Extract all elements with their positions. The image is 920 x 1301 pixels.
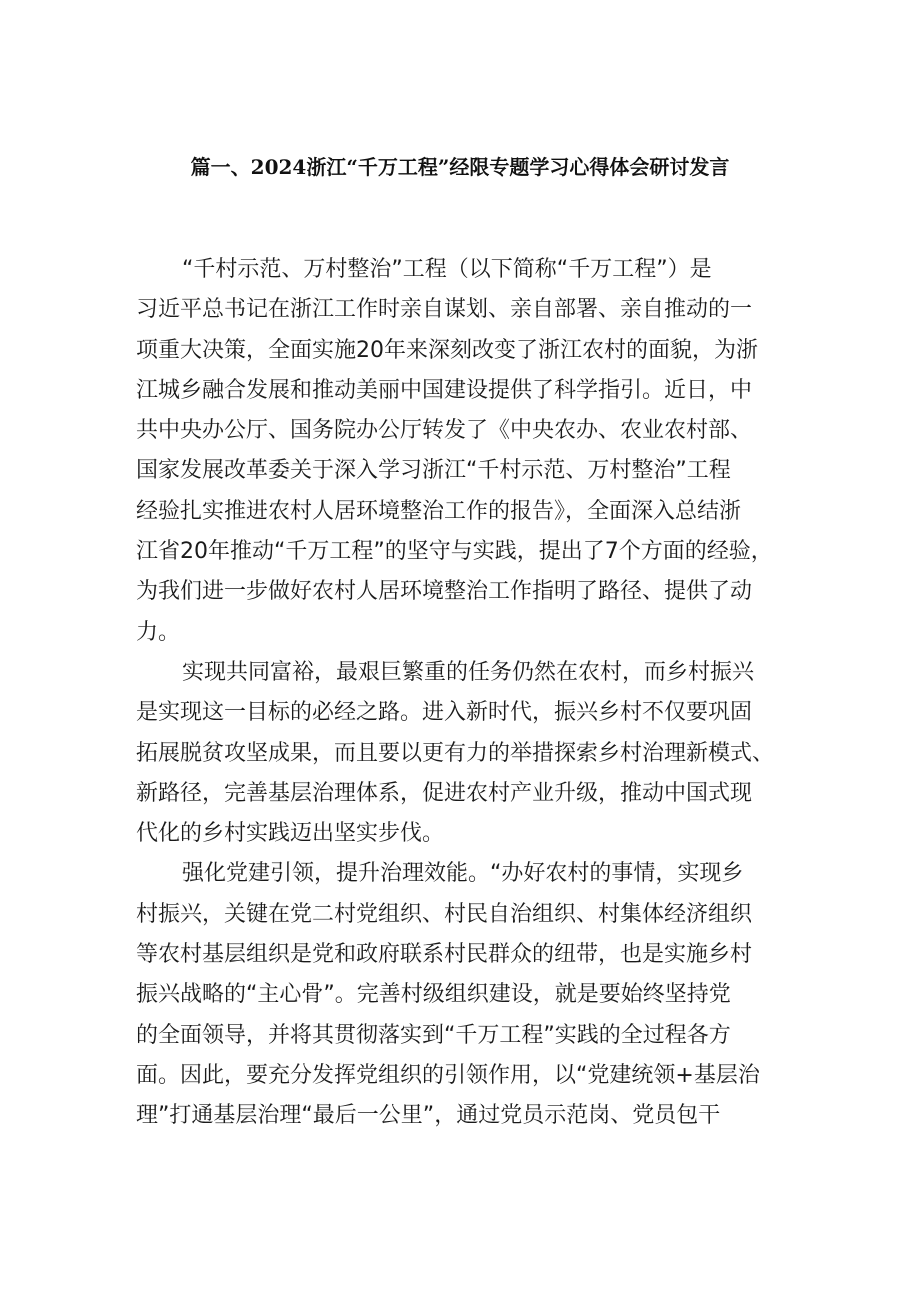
document-title: 篇一、2024浙江“千万工程”经限专题学习心得体会研讨发言 — [190, 155, 730, 179]
text-line: 振兴战略的“主心骨”。完善村级组织建设，就是要始终坚持党 — [136, 982, 731, 1008]
text-line: 江城乡融合发展和推动美丽中国建设提供了科学指引。近日，中 — [136, 377, 753, 403]
text-line: 力。 — [136, 619, 181, 645]
text-line: 习近平总书记在浙江工作时亲自谋划、亲自部署、亲自推动的一 — [136, 297, 753, 323]
paragraph-3 — [136, 854, 796, 1136]
paragraph-1 — [136, 250, 796, 653]
text-line: 实现共同富裕，最艰巨繁重的任务仍然在农村，而乡村振兴 — [182, 659, 755, 685]
text-line: 为我们进一步做好农村人居环境整治工作指明了路径、提供了动 — [136, 579, 753, 605]
document-body — [136, 250, 796, 1137]
text-line: 强化党建引领，提升治理效能。“办好农村的事情，实现乡 — [182, 861, 744, 887]
text-line: 经验扎实推进农村人居环境整治工作的报告》，全面深入总结浙 — [136, 498, 742, 524]
text-line: 理”打通基层治理“最后一公里”，通过党员示范岗、党员包干 — [136, 1103, 721, 1129]
text-line: 等农村基层组织是党和政府联系村民群众的纽带，也是实施乡村 — [136, 942, 753, 968]
text-line: 项重大决策，全面实施20年来深刻改变了浙江农村的面貌，为浙 — [136, 337, 758, 363]
text-line: 江省20年推动“千万工程”的坚守与实践，提出了7个方面的经验， — [136, 539, 773, 565]
paragraph-2 — [136, 653, 796, 854]
text-line: 代化的乡村实践迈出坚实步伐。 — [136, 821, 445, 847]
text-line: 面。因此，要充分发挥党组织的引领作用，以“党建统领+基层治 — [136, 1062, 760, 1088]
text-line: 村振兴，关键在党二村党组织、村民自治组织、村集体经济组织 — [136, 901, 753, 927]
text-line: 是实现这一目标的必经之路。进入新时代，振兴乡村不仅要巩固 — [136, 700, 753, 726]
text-line: 的全面领导，并将其贯彻落实到“千万工程”实践的全过程各方 — [136, 1022, 731, 1048]
text-line: 共中央办公厅、国务院办公厅转发了《中央农办、农业农村部、 — [136, 418, 753, 444]
text-line: 拓展脱贫攻坚成果，而且要以更有力的举措探索乡村治理新模式、 — [136, 740, 775, 766]
text-line: 新路径，完善基层治理体系，促进农村产业升级，推动中国式现 — [136, 780, 753, 806]
text-line: “千村示范、万村整治”工程（以下简称“千万工程”）是 — [182, 257, 712, 282]
text-line: 国家发展改革委关于深入学习浙江“千村示范、万村整治”工程 — [136, 458, 731, 484]
